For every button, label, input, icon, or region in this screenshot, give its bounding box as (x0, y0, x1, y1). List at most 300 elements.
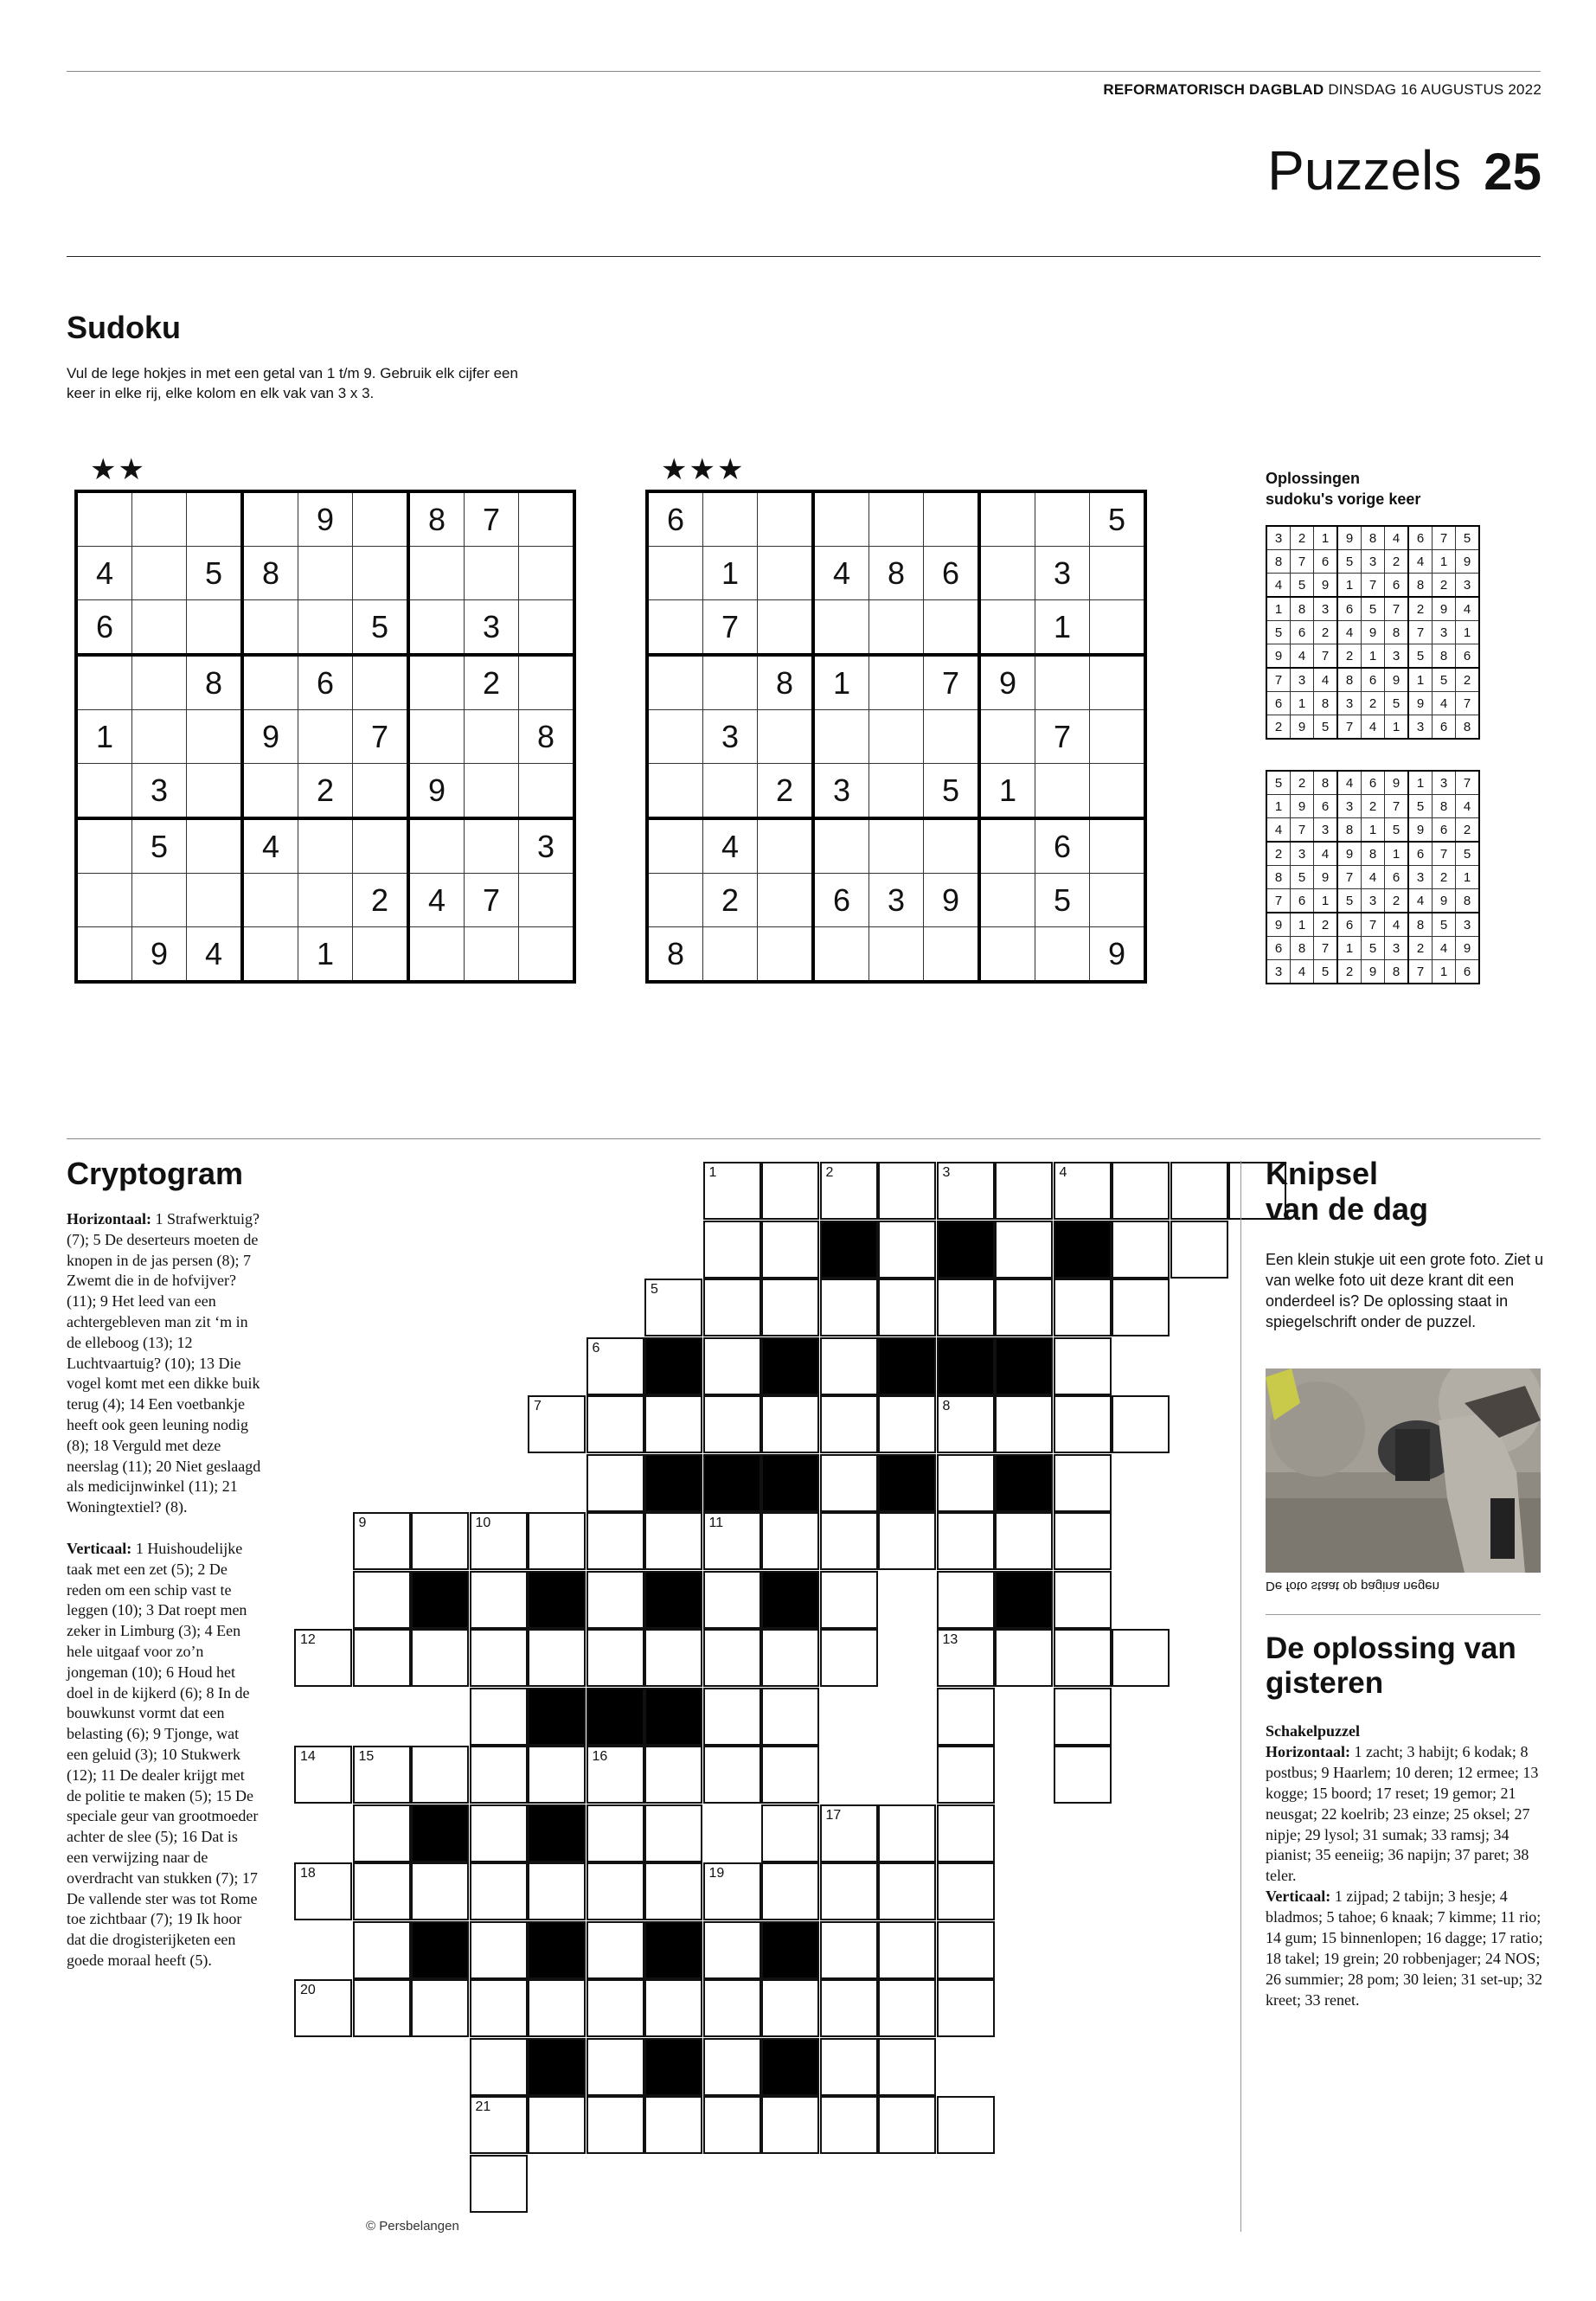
crossword-cell[interactable] (703, 1862, 761, 1920)
sudoku-cell[interactable] (1035, 927, 1090, 983)
sudoku-cell[interactable] (979, 818, 1035, 874)
sudoku-cell[interactable] (924, 600, 980, 656)
sudoku-cell[interactable] (242, 764, 298, 819)
crossword-cell[interactable] (528, 1512, 586, 1570)
sudoku-cell: 3 (1266, 960, 1291, 984)
sudoku-cell[interactable] (408, 927, 465, 983)
crossword-cell[interactable] (353, 1746, 411, 1804)
crossword-cell[interactable] (703, 1512, 761, 1570)
sudoku-cell[interactable] (465, 927, 519, 983)
crossword-cell[interactable] (761, 2096, 819, 2154)
sudoku-cell[interactable] (465, 710, 519, 764)
sudoku-cell[interactable] (242, 927, 298, 983)
crossword-cell[interactable] (937, 2096, 995, 2154)
sudoku-cell[interactable] (76, 927, 132, 983)
crossword-cell[interactable] (1054, 1454, 1112, 1512)
crossword-cell[interactable] (528, 2096, 586, 2154)
crossword-cell[interactable] (761, 1804, 819, 1862)
crossword-cell[interactable] (586, 1337, 644, 1395)
sudoku-cell[interactable] (76, 818, 132, 874)
sudoku-cell[interactable] (187, 818, 243, 874)
sudoku-cell[interactable] (465, 547, 519, 600)
crossword-cell[interactable] (703, 1629, 761, 1687)
crossword-cell[interactable] (878, 1162, 936, 1220)
sudoku-cell[interactable] (1090, 547, 1146, 600)
crossword-cell[interactable] (353, 1804, 411, 1862)
crossword-cell[interactable] (761, 1279, 819, 1336)
crossword-cell[interactable] (1054, 1279, 1112, 1336)
sudoku-cell[interactable] (187, 874, 243, 927)
crossword-cell[interactable] (470, 1629, 528, 1687)
crossword-cell[interactable] (586, 2038, 644, 2096)
crossword-cell[interactable] (470, 1862, 528, 1920)
crossword-cell[interactable] (470, 2038, 528, 2096)
crossword-cell[interactable] (820, 1979, 878, 2037)
sudoku-cell: 5 (1385, 692, 1409, 715)
crossword-cell[interactable] (644, 1746, 702, 1804)
sudoku-cell: 4 (1314, 668, 1338, 692)
crossword-block (995, 1454, 1053, 1512)
sudoku-grid-1[interactable] (74, 490, 576, 984)
sudoku-cell[interactable] (813, 818, 869, 874)
sudoku-cell: 2 (353, 874, 409, 927)
sudoku-cell: 7 (1433, 842, 1456, 866)
sudoku-cell: 3 (1035, 547, 1090, 600)
sudoku-cell: 8 (1337, 668, 1362, 692)
crossword-cell[interactable] (294, 1746, 352, 1804)
sudoku-cell[interactable] (647, 710, 703, 764)
crossword-cell[interactable] (1170, 1221, 1228, 1279)
crossword-cell[interactable] (470, 1512, 528, 1570)
sudoku-cell[interactable] (353, 491, 409, 547)
crossword-cell[interactable] (820, 1279, 878, 1336)
crossword-cell[interactable] (995, 1162, 1053, 1220)
sudoku-cell[interactable] (979, 547, 1035, 600)
crossword-cell[interactable] (937, 1979, 995, 2037)
crossword-cell[interactable] (703, 1221, 761, 1279)
clue-number: 15 (358, 1749, 375, 1764)
crossword-cell[interactable] (528, 1629, 586, 1687)
sudoku-cell[interactable] (76, 874, 132, 927)
sudoku-cell[interactable] (132, 491, 187, 547)
sudoku-cell[interactable] (132, 600, 187, 656)
crossword-cell[interactable] (878, 1279, 936, 1336)
crossword-cell[interactable] (761, 1162, 819, 1220)
sudoku-cell: 9 (1291, 715, 1314, 740)
crossword-cell[interactable] (528, 1746, 586, 1804)
sudoku-cell[interactable] (132, 874, 187, 927)
sudoku-cell[interactable] (1035, 655, 1090, 710)
crossword-cell[interactable] (820, 1395, 878, 1453)
sudoku-cell[interactable] (353, 547, 409, 600)
sudoku-cell[interactable] (869, 655, 924, 710)
crossword-cell[interactable] (878, 1921, 936, 1979)
sudoku-cell[interactable] (187, 600, 243, 656)
crossword-cell[interactable] (761, 1688, 819, 1746)
sudoku-cell[interactable] (298, 874, 353, 927)
sudoku-cell[interactable] (353, 927, 409, 983)
sudoku-cell[interactable] (758, 547, 814, 600)
crossword-cell[interactable] (353, 1629, 411, 1687)
sudoku-cell: 9 (924, 874, 980, 927)
crossword-cell[interactable] (586, 1979, 644, 2037)
crossword-cell[interactable] (586, 1746, 644, 1804)
crossword-cell[interactable] (820, 2096, 878, 2154)
crossword-cell[interactable] (411, 1979, 469, 2037)
crossword-cell[interactable] (995, 1279, 1053, 1336)
crossword-cell[interactable] (586, 1862, 644, 1920)
crossword-cell[interactable] (937, 1279, 995, 1336)
crossword-cell[interactable] (1112, 1395, 1170, 1453)
sudoku-cell: 9 (1337, 842, 1362, 866)
sudoku-cell[interactable] (924, 818, 980, 874)
crossword-cell[interactable] (353, 1862, 411, 1920)
crossword-cell[interactable] (1054, 1337, 1112, 1395)
sudoku-cell[interactable] (758, 874, 814, 927)
sudoku-cell[interactable] (869, 710, 924, 764)
clue-number: 2 (825, 1165, 834, 1180)
sudoku-cell[interactable] (76, 764, 132, 819)
crossword-cell[interactable] (703, 1395, 761, 1453)
crossword-cell[interactable] (937, 1571, 995, 1629)
sudoku-cell[interactable] (298, 547, 353, 600)
sudoku-cell[interactable] (924, 927, 980, 983)
crossword-cell[interactable] (937, 1512, 995, 1570)
crossword-cell[interactable] (761, 1512, 819, 1570)
crossword-cell[interactable] (878, 2038, 936, 2096)
sudoku-cell[interactable] (813, 927, 869, 983)
sudoku-cell[interactable] (519, 927, 575, 983)
crossword-cell[interactable] (878, 1221, 936, 1279)
crossword-cell[interactable] (703, 1979, 761, 2037)
sudoku-cell: 8 (1291, 937, 1314, 960)
crossword-cell[interactable] (586, 1571, 644, 1629)
crossword-cell[interactable] (411, 1862, 469, 1920)
sudoku-cell: 2 (1433, 866, 1456, 889)
vertical-clues: Verticaal: 1 Huishoudelijke taak met een zet (5); 2 De reden om een schip vast te leggen (10); 3 Dat roept men zeker in Limburg (3); 4 Een hele uitgaaf voor zo’n jongeman (10); 6 Houd het doel in de kijkerd (6); 8 In de bouwkunst vormt dat een belasting (6); 9 Tjonge, wat een geluid (3); 10 Stukwerk (12); 11 De dealer krijgt met de politie te maken (5); 15 De speciale geur van grootmoeder achter de slee (5); 16 Dat is een verwijzing naar de overdracht van stukken (7); 17 De vallende ster was tot Rome toe zichtbaar (7); 19 Ik hoor dat die drogisterijketen een goede moraal heeft (5). (67, 1539, 259, 1969)
sudoku-cell[interactable] (242, 874, 298, 927)
crossword-cell[interactable] (528, 1395, 586, 1453)
sudoku-cell[interactable] (408, 818, 465, 874)
crossword-cell[interactable] (820, 1337, 878, 1395)
crossword-cell[interactable] (703, 1921, 761, 1979)
crossword-block (761, 1454, 819, 1512)
sudoku-cell: 8 (187, 655, 243, 710)
crossword-cell[interactable] (937, 1162, 995, 1220)
crossword-cell[interactable] (644, 1979, 702, 2037)
crossword-cell[interactable] (586, 1512, 644, 1570)
crossword-cell[interactable] (937, 1629, 995, 1687)
crossword-cell[interactable] (703, 1162, 761, 1220)
sudoku-cell[interactable] (408, 710, 465, 764)
sudoku-cell[interactable] (813, 491, 869, 547)
crossword-cell[interactable] (586, 1454, 644, 1512)
crossword-cell[interactable] (353, 1571, 411, 1629)
sudoku-cell: 9 (298, 491, 353, 547)
sudoku-cell[interactable] (1090, 874, 1146, 927)
crossword-cell[interactable] (470, 1804, 528, 1862)
sudoku-grid-2[interactable] (645, 490, 1147, 984)
crossword-cell[interactable] (703, 2038, 761, 2096)
yesterday-title: De oplossing van gisteren (1266, 1631, 1516, 1701)
crossword-cell[interactable] (470, 1688, 528, 1746)
crossword-cell[interactable] (1054, 1688, 1112, 1746)
sudoku-cell[interactable] (298, 600, 353, 656)
crossword-cell[interactable] (820, 1804, 878, 1862)
crossword-cell[interactable] (761, 1979, 819, 2037)
sudoku-cell[interactable] (1035, 764, 1090, 819)
sudoku-cell: 2 (465, 655, 519, 710)
crossword-cell[interactable] (586, 2096, 644, 2154)
crossword-cell[interactable] (411, 1746, 469, 1804)
crossword-cell[interactable] (1112, 1221, 1170, 1279)
crossword-cell[interactable] (937, 1395, 995, 1453)
crossword-cell[interactable] (995, 1221, 1053, 1279)
crossword-cell[interactable] (644, 1862, 702, 1920)
sudoku-cell[interactable] (519, 764, 575, 819)
sudoku-cell[interactable] (647, 655, 703, 710)
crossword-cell[interactable] (761, 1746, 819, 1804)
crossword-cell[interactable] (644, 1804, 702, 1862)
sudoku-cell: 5 (1266, 621, 1291, 644)
crossword-cell[interactable] (644, 1279, 702, 1336)
sudoku-cell[interactable] (353, 764, 409, 819)
crossword-cell[interactable] (878, 2096, 936, 2154)
sudoku-cell: 5 (1314, 715, 1338, 740)
crossword-cell[interactable] (995, 1512, 1053, 1570)
sudoku-cell[interactable] (187, 764, 243, 819)
sudoku-cell: 1 (298, 927, 353, 983)
crossword-cell[interactable] (1112, 1162, 1170, 1220)
sudoku-cell[interactable] (242, 491, 298, 547)
sudoku-cell[interactable] (703, 491, 758, 547)
sudoku-cell[interactable] (813, 710, 869, 764)
sudoku-cell[interactable] (132, 710, 187, 764)
sudoku-cell: 4 (1408, 550, 1433, 574)
sudoku-cell[interactable] (703, 655, 758, 710)
sudoku-cell[interactable] (758, 600, 814, 656)
sudoku-cell[interactable] (758, 927, 814, 983)
sudoku-cell: 6 (1337, 913, 1362, 937)
crossword-cell[interactable] (586, 1395, 644, 1453)
crossword-cell[interactable] (470, 2096, 528, 2154)
crossword-cell[interactable] (1054, 1162, 1112, 1220)
crossword-cell[interactable] (353, 1512, 411, 1570)
crossword-cell[interactable] (644, 1512, 702, 1570)
sudoku-cell: 1 (1362, 644, 1385, 669)
sudoku-cell[interactable] (187, 710, 243, 764)
sudoku-cell[interactable] (408, 600, 465, 656)
sudoku-cell[interactable] (647, 600, 703, 656)
crossword-cell[interactable] (878, 1512, 936, 1570)
sudoku-cell: 1 (813, 655, 869, 710)
crossword-cell[interactable] (703, 2096, 761, 2154)
crossword-cell[interactable] (1170, 1162, 1228, 1220)
crossword-cell[interactable] (528, 1862, 586, 1920)
sudoku-cell: 7 (465, 874, 519, 927)
sudoku-cell[interactable] (519, 491, 575, 547)
sudoku-cell[interactable] (187, 491, 243, 547)
sudoku-cell[interactable] (924, 491, 980, 547)
sudoku-cell[interactable] (1090, 710, 1146, 764)
crossword-cell[interactable] (644, 1629, 702, 1687)
crossword-cell[interactable] (937, 1804, 995, 1862)
crossword-cell[interactable] (937, 1921, 995, 1979)
crossword-cell[interactable] (586, 1921, 644, 1979)
sudoku-cell[interactable] (1090, 818, 1146, 874)
sudoku-cell[interactable] (298, 818, 353, 874)
sudoku-cell[interactable] (353, 655, 409, 710)
crossword-cell[interactable] (294, 1979, 352, 2037)
sudoku-cell[interactable] (76, 655, 132, 710)
crossword-cell[interactable] (761, 1629, 819, 1687)
crossword-block (820, 1221, 878, 1279)
sudoku-cell[interactable] (1035, 491, 1090, 547)
sudoku-cell[interactable] (353, 818, 409, 874)
clue-number: 16 (592, 1749, 608, 1764)
sudoku-cell[interactable] (979, 491, 1035, 547)
crossword-cell[interactable] (1112, 1629, 1170, 1687)
sudoku-cell[interactable] (758, 491, 814, 547)
crossword-cell[interactable] (470, 1571, 528, 1629)
sudoku-cell[interactable] (408, 655, 465, 710)
sudoku-cell: 8 (1385, 960, 1409, 984)
sudoku-cell[interactable] (519, 655, 575, 710)
crossword-cell[interactable] (761, 1862, 819, 1920)
crossword-cell[interactable] (353, 1979, 411, 2037)
crossword-cell[interactable] (820, 1454, 878, 1512)
crossword-cell[interactable] (1054, 1571, 1112, 1629)
crossword-cell[interactable] (411, 1629, 469, 1687)
sudoku-cell[interactable] (647, 547, 703, 600)
sudoku-cell[interactable] (1090, 600, 1146, 656)
sudoku-cell[interactable] (132, 547, 187, 600)
sudoku-cell[interactable] (242, 655, 298, 710)
crossword-cell[interactable] (703, 1688, 761, 1746)
sudoku-cell: 4 (1314, 842, 1338, 866)
crossword-cell[interactable] (1112, 1279, 1170, 1336)
crossword-cell[interactable] (820, 1571, 878, 1629)
sudoku-cell[interactable] (519, 547, 575, 600)
crossword-cell[interactable] (937, 1862, 995, 1920)
sudoku-cell[interactable] (703, 764, 758, 819)
crossword-cell[interactable] (820, 1512, 878, 1570)
sudoku-cell[interactable] (869, 818, 924, 874)
crossword-cell[interactable] (937, 1688, 995, 1746)
sudoku-cell[interactable] (869, 600, 924, 656)
sudoku-cell: 5 (1362, 937, 1385, 960)
crossword-cell[interactable] (878, 1395, 936, 1453)
sudoku-cell[interactable] (1090, 764, 1146, 819)
crossword-cell[interactable] (294, 1629, 352, 1687)
sudoku-cell[interactable] (1090, 655, 1146, 710)
crossword-cell[interactable] (703, 1746, 761, 1804)
sudoku-cell[interactable] (132, 655, 187, 710)
crossword-cell[interactable] (878, 1862, 936, 1920)
sudoku-cell[interactable] (979, 874, 1035, 927)
crossword-cell[interactable] (878, 1804, 936, 1862)
sudoku-cell[interactable] (758, 818, 814, 874)
sudoku-cell[interactable] (408, 547, 465, 600)
crossword-cell[interactable] (353, 1921, 411, 1979)
sudoku-cell[interactable] (519, 874, 575, 927)
crossword-cell[interactable] (470, 2155, 528, 2213)
crossword-cell[interactable] (470, 1746, 528, 1804)
sudoku-cell[interactable] (519, 600, 575, 656)
crossword-cell[interactable] (703, 1279, 761, 1336)
sudoku-cell: 3 (1314, 818, 1338, 843)
crossword-cell[interactable] (820, 2038, 878, 2096)
crossword-cell[interactable] (995, 1395, 1053, 1453)
sudoku-cell[interactable] (924, 710, 980, 764)
sudoku-cell[interactable] (647, 818, 703, 874)
crossword-cell[interactable] (294, 1862, 352, 1920)
sudoku-cell[interactable] (298, 710, 353, 764)
crossword-cell[interactable] (470, 1921, 528, 1979)
crossword-cell[interactable] (820, 1162, 878, 1220)
crossword-cell[interactable] (586, 1629, 644, 1687)
crossword-cell[interactable] (644, 1395, 702, 1453)
sudoku-cell: 6 (1035, 818, 1090, 874)
crossword-cell[interactable] (703, 1337, 761, 1395)
sudoku-cell: 9 (1362, 960, 1385, 984)
crossword-cell[interactable] (937, 1746, 995, 1804)
crossword-cell[interactable] (995, 1629, 1053, 1687)
crossword-cell[interactable] (937, 1454, 995, 1512)
sudoku-cell[interactable] (979, 710, 1035, 764)
sudoku-cell[interactable] (869, 764, 924, 819)
sudoku-cell[interactable] (813, 600, 869, 656)
crossword-cell[interactable] (820, 1862, 878, 1920)
sudoku-cell[interactable] (76, 491, 132, 547)
sudoku-cell[interactable] (979, 927, 1035, 983)
crossword-block (528, 1571, 586, 1629)
crossword-cell[interactable] (1054, 1629, 1112, 1687)
crossword-cell[interactable] (703, 1571, 761, 1629)
sudoku-cell: 9 (1266, 913, 1291, 937)
sudoku-cell[interactable] (647, 764, 703, 819)
crossword-cell[interactable] (1054, 1512, 1112, 1570)
crossword-cell[interactable] (820, 1629, 878, 1687)
sudoku-cell: 2 (1291, 771, 1314, 795)
sudoku-cell: 3 (132, 764, 187, 819)
sudoku-cell[interactable] (869, 491, 924, 547)
sudoku-cell[interactable] (703, 927, 758, 983)
sudoku-cell[interactable] (242, 600, 298, 656)
sudoku-cell[interactable] (465, 764, 519, 819)
sudoku-cell: 4 (1337, 771, 1362, 795)
crossword-cell[interactable] (528, 1979, 586, 2037)
crossword-cell[interactable] (1054, 1395, 1112, 1453)
sudoku-cell: 1 (1362, 818, 1385, 843)
crossword-cell[interactable] (761, 1395, 819, 1453)
sudoku-cell[interactable] (758, 710, 814, 764)
sudoku-cell[interactable] (979, 600, 1035, 656)
crossword-cell[interactable] (470, 1979, 528, 2037)
sudoku-cell[interactable] (465, 818, 519, 874)
crossword-cell[interactable] (644, 2096, 702, 2154)
crossword-cell[interactable] (878, 1979, 936, 2037)
crossword-cell[interactable] (411, 1512, 469, 1570)
sudoku-cell: 1 (1385, 715, 1409, 740)
sudoku-cell[interactable] (869, 927, 924, 983)
crossword-cell[interactable] (820, 1921, 878, 1979)
crossword-cell[interactable] (1054, 1746, 1112, 1804)
crossword-cell[interactable] (586, 1804, 644, 1862)
crossword-cell[interactable] (761, 1221, 819, 1279)
sudoku-cell[interactable] (647, 874, 703, 927)
crossword-block (528, 1804, 586, 1862)
